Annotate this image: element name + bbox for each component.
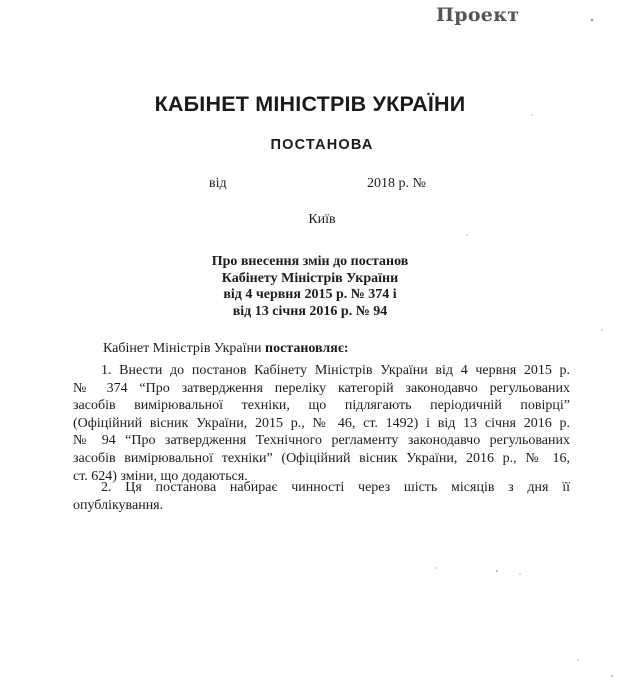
subject-line: від 4 червня 2015 р. № 374 і xyxy=(223,287,397,302)
scan-speck xyxy=(519,573,521,575)
document-subject xyxy=(160,254,460,320)
date-number-line xyxy=(0,176,620,196)
paragraph-line: № 94 “Про затвердження Технічного регламенту законодавчо регульованих xyxy=(73,433,570,449)
paragraph-line: ст. 624) зміни, що додаються. xyxy=(73,468,248,484)
scan-speck xyxy=(591,19,593,21)
scan-speck xyxy=(577,659,579,661)
paragraph-line: 2. Ця постанова набирає чинності через шість місяців з дня її xyxy=(101,480,570,495)
scan-speck xyxy=(611,675,613,677)
preamble-text: Кабінет Міністрів України xyxy=(103,341,262,356)
date-year-number: 2018 р. № xyxy=(367,176,426,191)
paragraph-line: 1. Внести до постанов Кабінету Міністрів України від 4 червня 2015 р. xyxy=(101,363,570,378)
paragraph-line: засобів вимірювальної техніки” (Офіційний вісник України, 2016 р., № 16, xyxy=(73,450,570,466)
paragraph-line: засобів вимірювальної техніки, що підлягають періодичній повірці” xyxy=(73,398,570,414)
scan-speck xyxy=(435,567,437,569)
paragraph-line: № 374 “Про затвердження переліку категорій законодавчо регульованих xyxy=(73,380,570,396)
date-prefix: від xyxy=(209,176,227,191)
scan-speck xyxy=(466,234,468,236)
subject-line: Кабінету Міністрів України xyxy=(221,270,399,286)
paragraph-2 xyxy=(73,479,570,514)
preamble xyxy=(103,341,349,357)
document-type: ПОСТАНОВА xyxy=(270,137,374,153)
subject-line: Про внесення змін до постанов xyxy=(211,254,409,269)
scan-speck xyxy=(496,570,498,572)
paragraph-line: опублікування. xyxy=(73,497,164,513)
issuing-authority: КАБІНЕТ МІНІСТРІВ УКРАЇНИ xyxy=(154,92,466,116)
scan-speck xyxy=(601,329,603,331)
city: Київ xyxy=(308,212,336,227)
draft-stamp: Проект xyxy=(436,4,520,26)
paragraph-line: (Офіційний вісник України, 2015 р., № 46, ст. 1492) і від 13 січня 2016 р. xyxy=(73,415,570,431)
preamble-resolves: постановляє: xyxy=(265,341,349,356)
subject-line: від 13 січня 2016 р. № 94 xyxy=(232,303,388,319)
paragraph-1 xyxy=(73,362,570,485)
